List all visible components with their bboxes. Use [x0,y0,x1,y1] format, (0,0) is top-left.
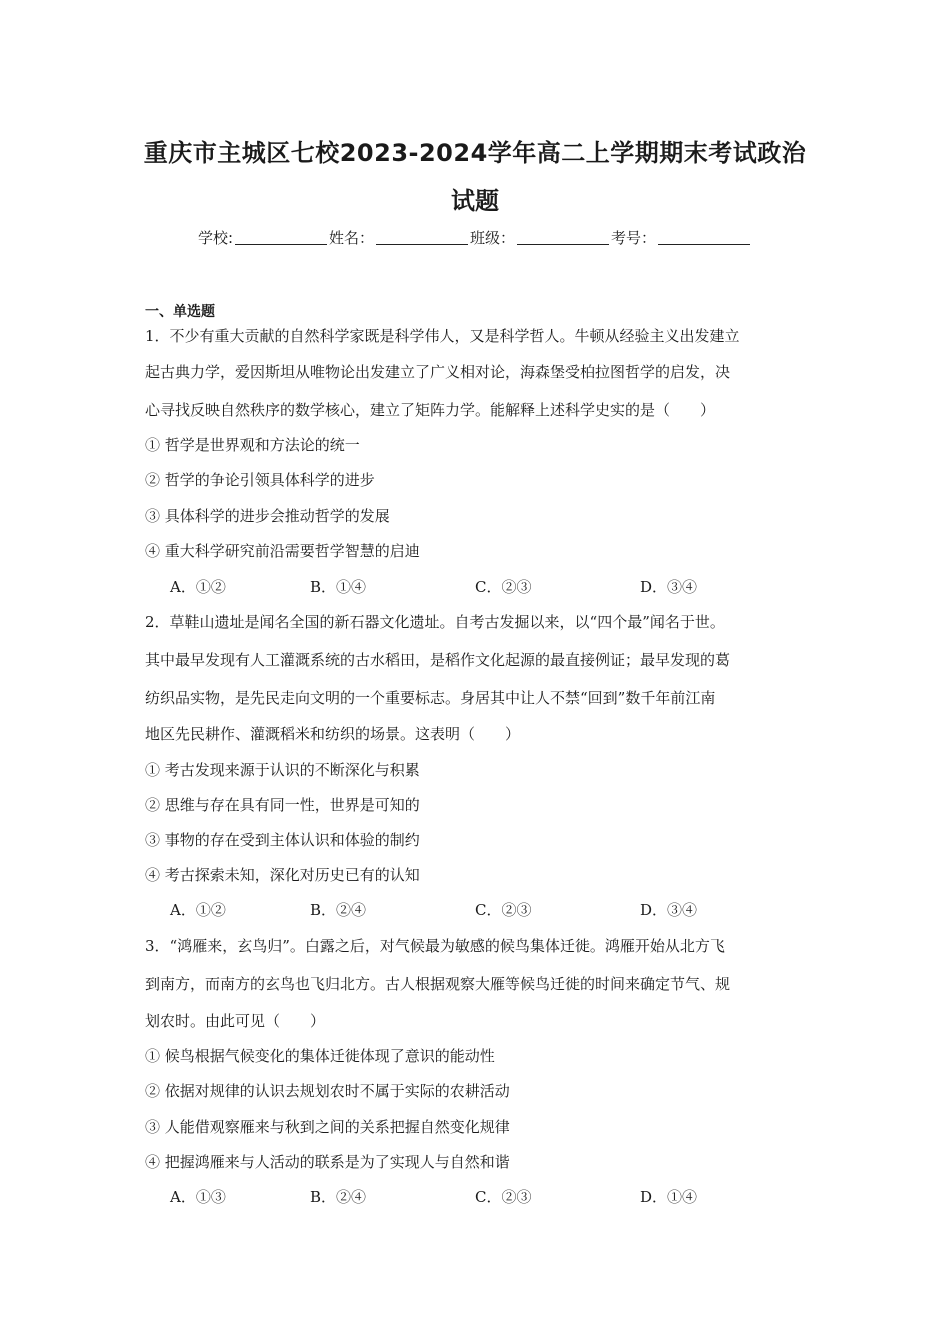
question-1-statement-2: ② 哲学的争论引领具体科学的进步 [145,471,375,489]
question-1-statement-1: ① 哲学是世界观和方法论的统一 [145,436,360,454]
question-1-option-d[interactable]: D．③④ [640,578,698,596]
section-heading: 一、单选题 [145,304,215,320]
question-2-text-line-4: 地区先民耕作、灌溉稻米和纺织的场景。这表明（ ） [145,725,521,743]
question-3-statement-1: ① 候鸟根据气候变化的集体迁徙体现了意识的能动性 [145,1047,495,1065]
class-label: 班级： [470,229,516,247]
question-2-statement-3: ③ 事物的存在受到主体认识和体验的制约 [145,831,420,849]
question-1-text-line-3: 心寻找反映自然秩序的数学核心，建立了矩阵力学。能解释上述科学史实的是（ ） [145,401,716,419]
question-3-option-a[interactable]: A．①③ [170,1188,226,1206]
student-info-line [0,228,950,248]
question-2-option-a[interactable]: A．①② [170,901,226,919]
question-2-option-d[interactable]: D．③④ [640,901,698,919]
question-2-statement-2: ② 思维与存在具有同一性，世界是可知的 [145,796,420,814]
school-label: 学校: [197,229,233,247]
exam-number-blank[interactable] [658,230,750,245]
question-3-option-c[interactable]: C．②③ [475,1188,532,1206]
question-2-text-line-1: 2．草鞋山遗址是闻名全国的新石器文化遗址。自考古发掘以来，以“四个最”闻名于世。 [145,613,725,631]
question-3-statement-2: ② 依据对规律的认识去规划农时不属于实际的农耕活动 [145,1082,510,1100]
question-1-option-a[interactable]: A．①② [170,578,226,596]
question-1-option-b[interactable]: B．①④ [310,578,367,596]
question-1-text-line-2: 起古典力学，爱因斯坦从唯物论出发建立了广义相对论，海森堡受柏拉图哲学的启发，决 [145,363,731,381]
document-title-line-1: 重庆市主城区七校2023-2024学年高二上学期期末考试政治 [143,139,807,167]
question-3-option-b[interactable]: B．②④ [310,1188,367,1206]
exam-number-label: 考号： [611,229,657,247]
question-2-option-b[interactable]: B．②④ [310,901,367,919]
school-blank[interactable] [235,230,327,245]
question-2-text-line-2: 其中最早发现有人工灌溉系统的古水稻田，是稻作文化起源的最直接例证；最早发现的葛 [145,651,731,669]
question-3-statement-3: ③ 人能借观察雁来与秋到之间的关系把握自然变化规律 [145,1118,510,1136]
question-2-text-line-3: 纺织品实物，是先民走向文明的一个重要标志。身居其中让人不禁“回到”数千年前江南 [145,689,716,707]
question-2-statement-4: ④ 考古探索未知，深化对历史已有的认知 [145,866,420,884]
question-3-option-d[interactable]: D．①④ [640,1188,698,1206]
question-1-option-c[interactable]: C．②③ [475,578,532,596]
question-2-option-c[interactable]: C．②③ [475,901,532,919]
question-3-statement-4: ④ 把握鸿雁来与人活动的联系是为了实现人与自然和谐 [145,1153,510,1171]
question-2-statement-1: ① 考古发现来源于认识的不断深化与积累 [145,761,420,779]
question-3-text-line-2: 到南方，而南方的玄鸟也飞归北方。古人根据观察大雁等候鸟迁徙的时间来确定节气、规 [145,975,731,993]
question-3-text-line-3: 划农时。由此可见（ ） [145,1012,326,1030]
name-blank[interactable] [376,230,468,245]
question-1-statement-3: ③ 具体科学的进步会推动哲学的发展 [145,507,390,525]
question-3-text-line-1: 3．“鸿雁来，玄鸟归”。白露之后，对气候最为敏感的候鸟集体迁徙。鸿雁开始从北方飞 [145,937,725,955]
question-1-text-line-1: 1．不少有重大贡献的自然科学家既是科学伟人，又是科学哲人。牛顿从经验主义出发建立 [145,327,740,345]
class-blank[interactable] [517,230,609,245]
document-title-line-2: 试题 [451,187,499,215]
name-label: 姓名： [329,229,375,247]
question-1-statement-4: ④ 重大科学研究前沿需要哲学智慧的启迪 [145,542,420,560]
